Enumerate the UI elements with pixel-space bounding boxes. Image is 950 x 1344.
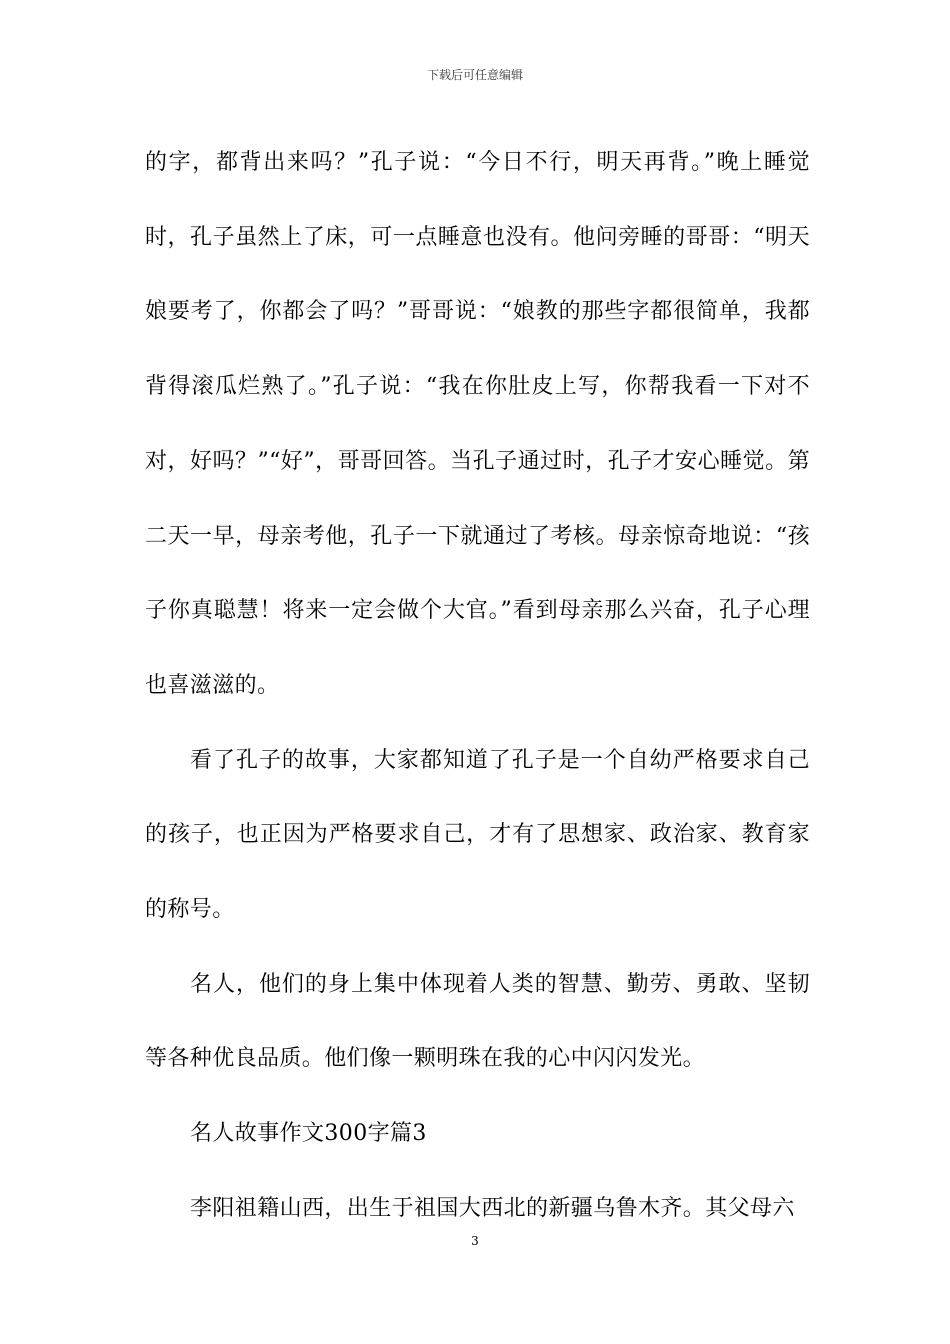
paragraph-continued-story: 的字，都背出来吗？”孔子说：“今日不行，明天再背。”晚上睡觉时，孔子虽然上了床，可一点睡意也没有。他问旁睡的哥哥：“明天娘要考了，你都会了吗？”哥哥说：“娘教的那些字都很简单，我都背得滚瓜烂熟了。”孔子说：“我在你肚皮上写，你帮我看一下对不对，好吗？”“好”，哥哥回答。当孔子通过时，孔子才安心睡觉。第二天一早，母亲考他，孔子一下就通过了考核。母亲惊奇地说：“孩子你真聪慧！将来一定会做个大官。”看到母亲那么兴奋，孔子心理也喜滋滋的。: [145, 150, 810, 698]
document-body: [145, 126, 810, 1247]
paragraph-celebrities: 名人，他们的身上集中体现着人类的智慧、勤劳、勇敢、坚韧等各种优良品质。他们像一颗明珠在我的心中闪闪发光。: [145, 971, 810, 1072]
page-number: 3: [471, 1234, 479, 1248]
paragraph-li-yang: 李阳祖籍山西，出生于祖国大西北的新疆乌鲁木齐。其父母六: [190, 1195, 795, 1221]
page-header: 下载后可任意编辑: [426, 68, 523, 82]
paragraph-reflection: 看了孔子的故事，大家都知道了孔子是一个自幼严格要求自己的孩子，也正因为严格要求自己，才有了思想家、政治家、教育家的称号。: [145, 747, 810, 923]
section-heading: 名人故事作文300字篇3: [190, 1121, 427, 1147]
